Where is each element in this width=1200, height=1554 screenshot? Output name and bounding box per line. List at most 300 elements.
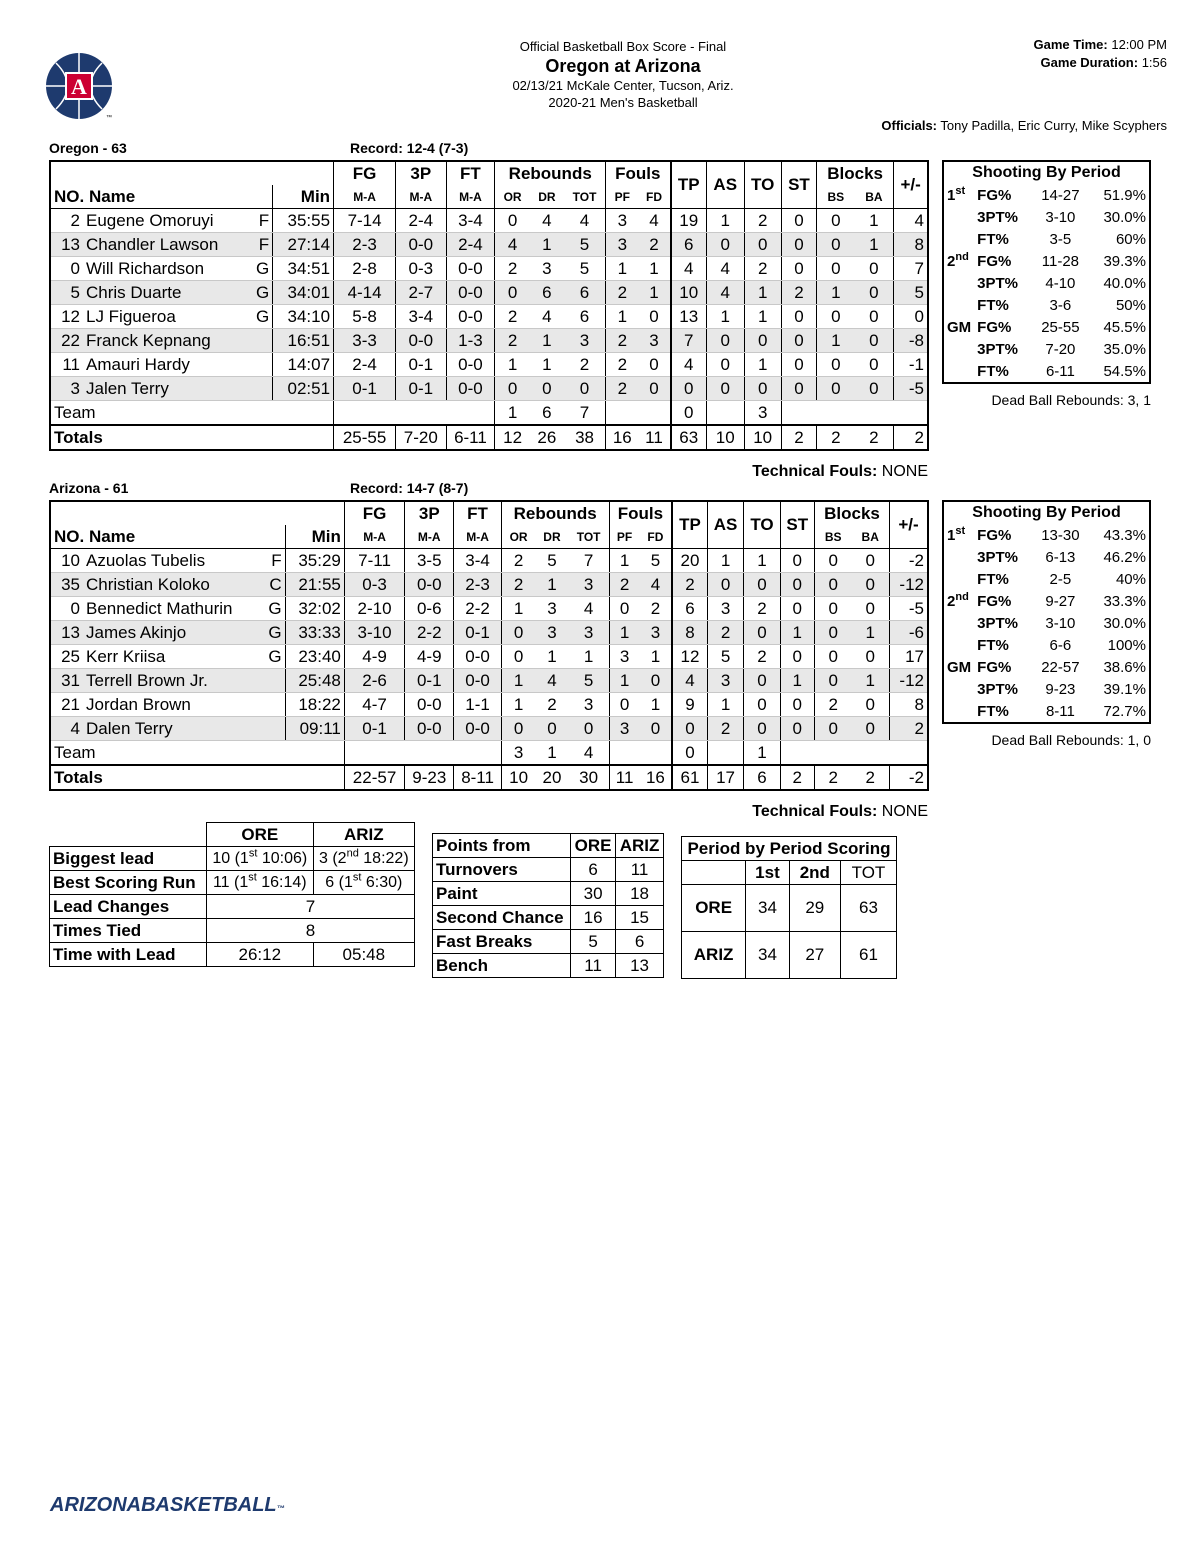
player-stat-tp: 4	[671, 353, 707, 377]
shooting-made-attempted: 9-27	[1045, 592, 1076, 610]
player-stat-as: 0	[706, 377, 744, 401]
officials	[881, 118, 1167, 133]
shooting-row-p1-ft	[943, 568, 1150, 590]
points-from-row	[433, 930, 664, 954]
biggest-lead-ariz: 3 (2nd 18:22)	[313, 847, 414, 871]
shooting-stat-label: FT%	[977, 296, 1009, 314]
totals-tp: 61	[672, 765, 707, 790]
officials-names: Tony Padilla, Eric Curry, Mike Scyphers	[940, 118, 1167, 133]
points-from-ore: 16	[571, 906, 616, 930]
player-stat-dr: 1	[530, 353, 564, 377]
player-stat-fg: 2-3	[334, 233, 396, 257]
player-stat-fg: 2-8	[334, 257, 396, 281]
shooting-period-label	[943, 634, 974, 656]
player-stat-pm: -2	[890, 549, 929, 573]
time-with-lead-ore: 26:12	[206, 943, 313, 967]
arizona-subcol-ba-9: BA	[851, 525, 889, 549]
shooting-stat-label: FT%	[977, 702, 1009, 720]
player-position: C	[265, 573, 285, 597]
shooting-row-gm-ft	[943, 700, 1150, 723]
period-tot: 63	[840, 885, 896, 932]
player-stat-ba: 1	[855, 233, 894, 257]
oregon-col-blocks: Blocks	[817, 161, 894, 185]
player-stat-fd: 4	[639, 209, 671, 233]
arizona-col-tp: TP	[672, 501, 707, 549]
shooting-pct: 100%	[1107, 636, 1146, 654]
player-stat-tp3: 4-9	[405, 645, 454, 669]
totals-pf: 16	[606, 425, 639, 450]
player-stat-ba: 0	[855, 281, 894, 305]
player-stat-pf: 2	[606, 353, 639, 377]
totals-to: 6	[744, 765, 780, 790]
player-position: G	[265, 645, 285, 669]
player-stat-ba: 0	[851, 693, 889, 717]
shooting-made-attempted: 6-13	[1045, 548, 1076, 566]
shooting-row-p2-ft	[943, 294, 1150, 316]
shooting-stat-label: FG%	[977, 658, 1012, 676]
shooting-made-attempted: 14-27	[1041, 186, 1080, 204]
player-stat-ft: 3-4	[454, 549, 502, 573]
arizona-record: Record: 14-7 (8-7)	[350, 480, 469, 496]
player-stat-ba: 0	[851, 573, 889, 597]
player-stat-or: 2	[495, 257, 530, 281]
player-number: 21	[50, 693, 83, 717]
oregon-player-row	[50, 233, 928, 257]
player-stat-pm: 4	[894, 209, 928, 233]
arizona-box-score-table	[49, 500, 929, 791]
player-stat-tp: 12	[672, 645, 707, 669]
points-from-ariz: 15	[616, 906, 664, 930]
player-stat-tot: 4	[564, 209, 606, 233]
oregon-col-no-name: NO. Name	[50, 185, 253, 209]
arizona-player-row	[50, 645, 928, 669]
totals-st: 2	[780, 765, 814, 790]
points-from-label: Bench	[433, 954, 571, 978]
shooting-pct: 43.3%	[1103, 526, 1146, 544]
team-empty-bs	[814, 741, 851, 766]
player-stat-fd: 4	[640, 573, 673, 597]
player-minutes: 18:22	[285, 693, 344, 717]
player-stat-bs: 0	[814, 597, 851, 621]
arizona-totals-row	[50, 765, 928, 790]
totals-pf: 11	[609, 765, 639, 790]
shooting-period-label	[943, 700, 974, 723]
player-stat-tp3: 2-2	[405, 621, 454, 645]
shooting-made-attempted: 6-6	[1049, 636, 1072, 654]
shooting-pct: 50%	[1115, 296, 1146, 314]
player-number: 12	[50, 305, 83, 329]
player-stat-to: 0	[744, 377, 781, 401]
shooting-row-gm-ft	[943, 360, 1150, 383]
player-position	[253, 353, 273, 377]
player-stat-tp3: 3-4	[396, 305, 446, 329]
player-stat-as: 1	[706, 305, 744, 329]
player-stat-pf: 3	[606, 209, 639, 233]
team-dr: 6	[530, 401, 564, 426]
team-empty-ft	[454, 741, 502, 766]
biggest-lead-ore: 10 (1st 10:06)	[206, 847, 313, 871]
player-stat-as: 5	[707, 645, 744, 669]
oregon-dead-ball-rebounds: Dead Ball Rebounds: 3, 1	[991, 392, 1151, 408]
team-empty-as	[707, 741, 744, 766]
points-from-row	[433, 882, 664, 906]
player-stat-fd: 1	[640, 693, 673, 717]
player-stat-or: 4	[495, 233, 530, 257]
oregon-subcol-ba-9: BA	[855, 185, 894, 209]
shooting-made-attempted: 4-10	[1045, 274, 1076, 292]
arizona-subcol-pf-6: PF	[609, 525, 639, 549]
player-number: 11	[50, 353, 83, 377]
oregon-header-blank	[50, 161, 334, 185]
team-empty-fg	[344, 741, 404, 766]
player-stat-or: 1	[501, 669, 535, 693]
player-stat-pf: 1	[609, 669, 639, 693]
player-stat-ba: 0	[855, 353, 894, 377]
player-stat-or: 1	[501, 693, 535, 717]
oregon-subcol-dr-4: DR	[530, 185, 564, 209]
shooting-made-attempted: 22-57	[1041, 658, 1080, 676]
period-scoring-title: Period by Period Scoring	[682, 837, 897, 861]
player-stat-fg: 3-10	[344, 621, 404, 645]
oregon-col-ft: FT	[446, 161, 495, 185]
player-stat-to: 0	[744, 573, 780, 597]
player-stat-tp3: 0-0	[396, 329, 446, 353]
player-stat-tp: 7	[671, 329, 707, 353]
player-stat-pm: 17	[890, 645, 929, 669]
team-or: 1	[495, 401, 530, 426]
player-stat-dr: 6	[530, 281, 564, 305]
oregon-col-3p: 3P	[396, 161, 446, 185]
player-stat-or: 2	[501, 573, 535, 597]
team-to: 1	[744, 741, 780, 766]
player-minutes: 27:14	[273, 233, 334, 257]
player-stat-or: 0	[501, 621, 535, 645]
player-position	[265, 669, 285, 693]
best-run-ore: 11 (1st 16:14)	[206, 871, 313, 895]
player-minutes: 23:40	[285, 645, 344, 669]
player-stat-pf: 2	[609, 573, 639, 597]
team-to: 3	[744, 401, 781, 426]
arizona-player-row	[50, 693, 928, 717]
period-head-tot: TOT	[840, 861, 896, 885]
player-stat-tot: 3	[564, 329, 606, 353]
footer-brand: ARIZONABASKETBALL™	[50, 1494, 285, 1516]
player-position	[253, 377, 273, 401]
player-position: F	[253, 209, 273, 233]
player-minutes: 09:11	[285, 717, 344, 741]
player-stat-pf: 2	[606, 329, 639, 353]
shooting-stat-label: 3PT%	[977, 548, 1019, 566]
player-stat-fg: 4-14	[334, 281, 396, 305]
player-stat-to: 2	[744, 645, 780, 669]
shooting-pct: 60%	[1115, 230, 1146, 248]
arizona-subcol-ma-0: M-A	[344, 525, 404, 549]
player-stat-st: 0	[781, 329, 816, 353]
player-stat-st: 0	[780, 645, 814, 669]
player-stat-dr: 1	[535, 573, 568, 597]
arizona-col-to: TO	[744, 501, 780, 549]
points-from-ore: 30	[571, 882, 616, 906]
player-stat-dr: 0	[530, 377, 564, 401]
player-stat-tp: 13	[671, 305, 707, 329]
player-stat-fg: 2-4	[334, 353, 396, 377]
arizona-col-pos-blank	[265, 525, 285, 549]
player-stat-tp3: 0-1	[405, 669, 454, 693]
shooting-period-label	[943, 612, 974, 634]
arizona-col-no-name: NO. Name	[50, 525, 265, 549]
shooting-period-label	[943, 338, 974, 360]
points-from-label: Paint	[433, 882, 571, 906]
player-name: LJ Figueroa	[83, 305, 253, 329]
oregon-record: Record: 12-4 (7-3)	[350, 140, 469, 156]
shooting-period-label: GM	[947, 658, 972, 676]
shooting-stat-label: FG%	[977, 186, 1012, 204]
shooting-pct: 35.0%	[1103, 340, 1146, 358]
player-stat-or: 2	[501, 549, 535, 573]
arizona-subcol-ma-1: M-A	[405, 525, 454, 549]
shooting-period-label	[943, 228, 974, 250]
player-stat-dr: 4	[530, 305, 564, 329]
totals-bs: 2	[817, 425, 855, 450]
player-stat-or: 1	[495, 353, 530, 377]
totals-tp: 63	[671, 425, 707, 450]
player-name: Christian Koloko	[83, 573, 265, 597]
team-empty-fd	[640, 741, 673, 766]
player-stat-fd: 0	[639, 353, 671, 377]
player-minutes: 25:48	[285, 669, 344, 693]
period-team: ARIZ	[682, 932, 746, 979]
oregon-subcol-ma-0: M-A	[334, 185, 396, 209]
shooting-pct: 40%	[1115, 570, 1146, 588]
team-empty-pm	[894, 401, 928, 426]
player-stat-or: 0	[501, 717, 535, 741]
oregon-player-row	[50, 353, 928, 377]
player-stat-st: 0	[780, 717, 814, 741]
shooting-stat-label: FG%	[977, 318, 1012, 336]
oregon-subcol-pf-6: PF	[606, 185, 639, 209]
arizona-col-3p: 3P	[405, 501, 454, 525]
matchup-title: Oregon at Arizona	[545, 56, 701, 76]
player-stat-fg: 0-1	[344, 717, 404, 741]
player-stat-pm: 8	[894, 233, 928, 257]
arizona-technical-fouls	[752, 803, 928, 821]
totals-fg: 25-55	[334, 425, 396, 450]
player-position: G	[253, 281, 273, 305]
player-stat-as: 3	[707, 669, 744, 693]
player-stat-ba: 0	[855, 377, 894, 401]
team-empty-3p	[405, 741, 454, 766]
shooting-period-label	[943, 294, 974, 316]
player-stat-bs: 0	[814, 669, 851, 693]
player-stat-to: 1	[744, 305, 781, 329]
player-stat-st: 2	[781, 281, 816, 305]
shooting-stat-label: 3PT%	[977, 614, 1019, 632]
lead-changes-label: Lead Changes	[50, 895, 207, 919]
arizona-team-row	[50, 741, 928, 766]
player-stat-pf: 1	[606, 257, 639, 281]
shooting-made-attempted: 8-11	[1045, 702, 1075, 720]
totals-pm: 2	[894, 425, 928, 450]
player-stat-or: 1	[501, 597, 535, 621]
summary-head-ore: ORE	[206, 823, 313, 847]
player-stat-pm: 0	[894, 305, 928, 329]
season-line: 2020-21 Men's Basketball	[548, 95, 698, 110]
player-stat-tp3: 2-7	[396, 281, 446, 305]
tech-value: NONE	[881, 803, 928, 820]
player-stat-ba: 0	[851, 597, 889, 621]
shooting-period-label	[943, 678, 974, 700]
player-minutes: 34:51	[273, 257, 334, 281]
player-stat-fg: 0-1	[334, 377, 396, 401]
player-stat-dr: 3	[530, 257, 564, 281]
team-label: Team	[50, 401, 334, 426]
shooting-stat-label: FT%	[977, 230, 1009, 248]
oregon-technical-fouls	[752, 463, 928, 481]
team-empty-ft	[446, 401, 495, 426]
player-stat-as: 1	[707, 693, 744, 717]
team-empty-st	[781, 401, 816, 426]
game-info	[1034, 36, 1167, 72]
player-stat-to: 2	[744, 257, 781, 281]
shooting-made-attempted: 6-11	[1045, 362, 1075, 380]
player-stat-tot: 2	[564, 353, 606, 377]
shooting-stat-label: 3PT%	[977, 680, 1019, 698]
shooting-period-label	[943, 568, 974, 590]
player-name: Franck Kepnang	[83, 329, 253, 353]
arizona-header-blank	[50, 501, 344, 525]
player-stat-fd: 3	[639, 329, 671, 353]
player-number: 0	[50, 257, 83, 281]
player-stat-ft: 2-3	[454, 573, 502, 597]
team-label: Team	[50, 741, 344, 766]
oregon-subcol-or-3: OR	[495, 185, 530, 209]
player-stat-dr: 3	[535, 597, 568, 621]
player-stat-tp3: 2-4	[396, 209, 446, 233]
player-stat-st: 1	[780, 669, 814, 693]
player-stat-fd: 5	[640, 549, 673, 573]
time-with-lead-label: Time with Lead	[50, 943, 207, 967]
shooting-row-p2-tp	[943, 272, 1150, 294]
player-stat-bs: 0	[817, 353, 855, 377]
player-stat-or: 2	[495, 329, 530, 353]
player-stat-bs: 0	[817, 305, 855, 329]
venue-line: 02/13/21 McKale Center, Tucson, Ariz.	[512, 78, 734, 93]
player-stat-tp: 4	[672, 669, 707, 693]
player-stat-pm: -12	[890, 573, 929, 597]
player-stat-tp3: 0-3	[396, 257, 446, 281]
shooting-period-label: 1st	[947, 524, 966, 544]
game-duration-label: Game Duration:	[1040, 55, 1139, 70]
player-stat-as: 2	[707, 717, 744, 741]
player-stat-as: 0	[707, 573, 744, 597]
player-minutes: 32:02	[285, 597, 344, 621]
shooting-stat-label: FG%	[977, 592, 1012, 610]
totals-label: Totals	[50, 765, 344, 790]
player-stat-tot: 7	[569, 549, 609, 573]
player-name: Jalen Terry	[83, 377, 253, 401]
player-stat-to: 2	[744, 209, 781, 233]
oregon-col-pos-blank	[253, 185, 273, 209]
player-position: G	[265, 621, 285, 645]
shooting-pct: 39.1%	[1103, 680, 1146, 698]
team-empty-3p	[396, 401, 446, 426]
player-stat-or: 0	[495, 209, 530, 233]
game-time-label: Game Time:	[1033, 37, 1108, 52]
player-stat-tp3: 0-0	[396, 233, 446, 257]
player-stat-fd: 3	[640, 621, 673, 645]
player-name: Azuolas Tubelis	[83, 549, 265, 573]
player-stat-fd: 0	[640, 669, 673, 693]
team-dr: 1	[535, 741, 568, 766]
points-from-ore: 5	[571, 930, 616, 954]
player-stat-fd: 1	[640, 645, 673, 669]
oregon-col-tp: TP	[671, 161, 707, 209]
player-stat-fd: 0	[640, 717, 673, 741]
player-stat-pf: 2	[606, 377, 639, 401]
shooting-stat-label: FT%	[977, 362, 1009, 380]
player-stat-fg: 3-3	[334, 329, 396, 353]
shooting-stat-label: FG%	[977, 252, 1012, 270]
player-stat-fg: 5-8	[334, 305, 396, 329]
shooting-period-label: 1st	[947, 184, 966, 204]
player-stat-fd: 2	[640, 597, 673, 621]
oregon-player-row	[50, 209, 928, 233]
arizona-player-row	[50, 621, 928, 645]
player-stat-st: 0	[780, 693, 814, 717]
player-stat-dr: 3	[535, 621, 568, 645]
player-stat-tot: 0	[569, 717, 609, 741]
player-number: 13	[50, 233, 83, 257]
totals-fg: 22-57	[344, 765, 404, 790]
player-stat-fg: 7-11	[344, 549, 404, 573]
shooting-row-gm-fg	[943, 316, 1150, 338]
player-stat-tot: 6	[564, 281, 606, 305]
team-tp: 0	[672, 741, 707, 766]
tech-value: NONE	[881, 463, 928, 480]
player-stat-bs: 0	[814, 645, 851, 669]
player-stat-pm: 2	[890, 717, 929, 741]
player-stat-as: 0	[706, 353, 744, 377]
player-position	[265, 717, 285, 741]
player-stat-pf: 1	[609, 549, 639, 573]
player-stat-to: 1	[744, 281, 781, 305]
game-duration: 1:56	[1141, 55, 1167, 70]
shooting-made-attempted: 25-55	[1041, 318, 1080, 336]
player-stat-tp3: 0-1	[396, 377, 446, 401]
player-stat-ba: 1	[851, 669, 889, 693]
totals-st: 2	[781, 425, 816, 450]
totals-ba: 2	[851, 765, 889, 790]
totals-ba: 2	[855, 425, 894, 450]
player-stat-dr: 1	[530, 233, 564, 257]
player-stat-pf: 3	[609, 717, 639, 741]
oregon-player-row	[50, 305, 928, 329]
player-stat-fd: 1	[639, 257, 671, 281]
arizona-col-ft: FT	[454, 501, 502, 525]
shooting-pct: 33.3%	[1103, 592, 1146, 610]
totals-ft: 6-11	[446, 425, 495, 450]
player-stat-fg: 4-9	[344, 645, 404, 669]
player-number: 13	[50, 621, 83, 645]
player-stat-to: 0	[744, 669, 780, 693]
player-stat-tp3: 3-5	[405, 549, 454, 573]
shooting-made-attempted: 3-10	[1045, 614, 1076, 632]
oregon-player-row	[50, 281, 928, 305]
player-stat-ba: 0	[855, 305, 894, 329]
player-stat-ft: 0-0	[454, 645, 502, 669]
player-stat-tp: 2	[672, 573, 707, 597]
player-stat-ft: 1-3	[446, 329, 495, 353]
